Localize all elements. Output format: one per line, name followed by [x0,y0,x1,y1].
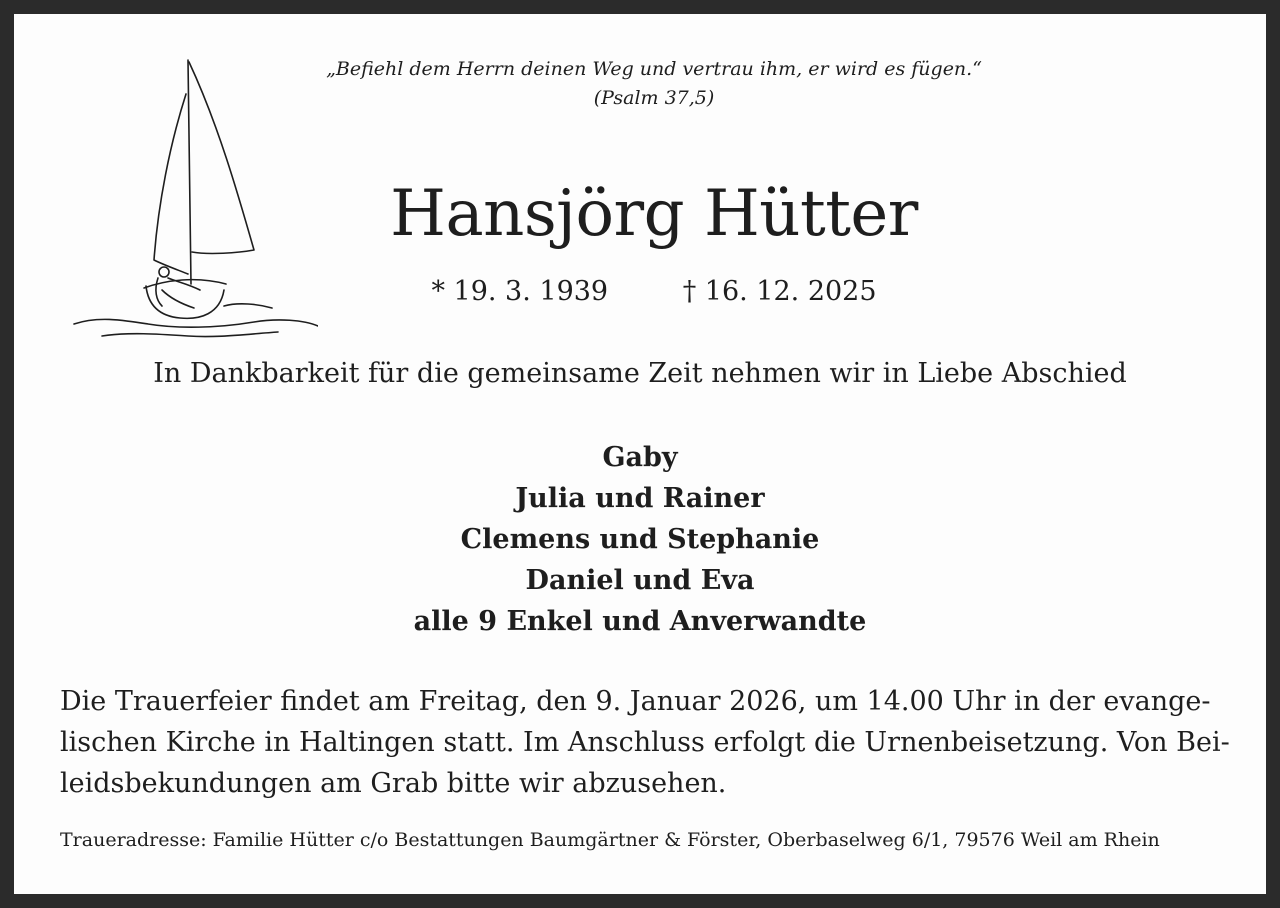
condolence-address: Traueradresse: Familie Hütter c/o Bestattungen Baumgärtner & Förster, Oberbaselweg 6/1, 79576 Weil am Rhein [60,829,1160,851]
mourners-list [14,437,1266,642]
mourner-name: alle 9 Enkel und Anverwandte [413,606,867,637]
obituary-card [14,14,1266,894]
deceased-name: Hansjörg Hütter [390,177,918,251]
birth-date: * 19. 3. 1939 [431,276,609,307]
mourner-name: Clemens und Stephanie [460,524,820,555]
ceremony-line: lischen Kirche in Haltingen statt. Im Anschluss erfolgt die Urnenbeisetzung. Von Bei- [60,727,1230,758]
quote: „Befiehl dem Herrn deinen Weg und vertrau ihm, er wird es fügen.“ [326,58,982,80]
ceremony-details [60,681,1230,804]
farewell-line: In Dankbarkeit für die gemeinsame Zeit nehmen wir in Liebe Abschied [153,358,1127,389]
mourner-name: Gaby [602,442,678,473]
life-dates [254,272,1054,312]
ceremony-line: leidsbekundungen am Grab bitte wir abzusehen. [60,768,727,799]
ceremony-line: Die Trauerfeier findet am Freitag, den 9. Januar 2026, um 14.00 Uhr in der evange- [60,686,1211,717]
mourner-name: Julia und Rainer [515,483,765,514]
mourner-name: Daniel und Eva [525,565,755,596]
death-date: † 16. 12. 2025 [682,276,877,307]
quote-reference: (Psalm 37,5) [593,87,715,109]
